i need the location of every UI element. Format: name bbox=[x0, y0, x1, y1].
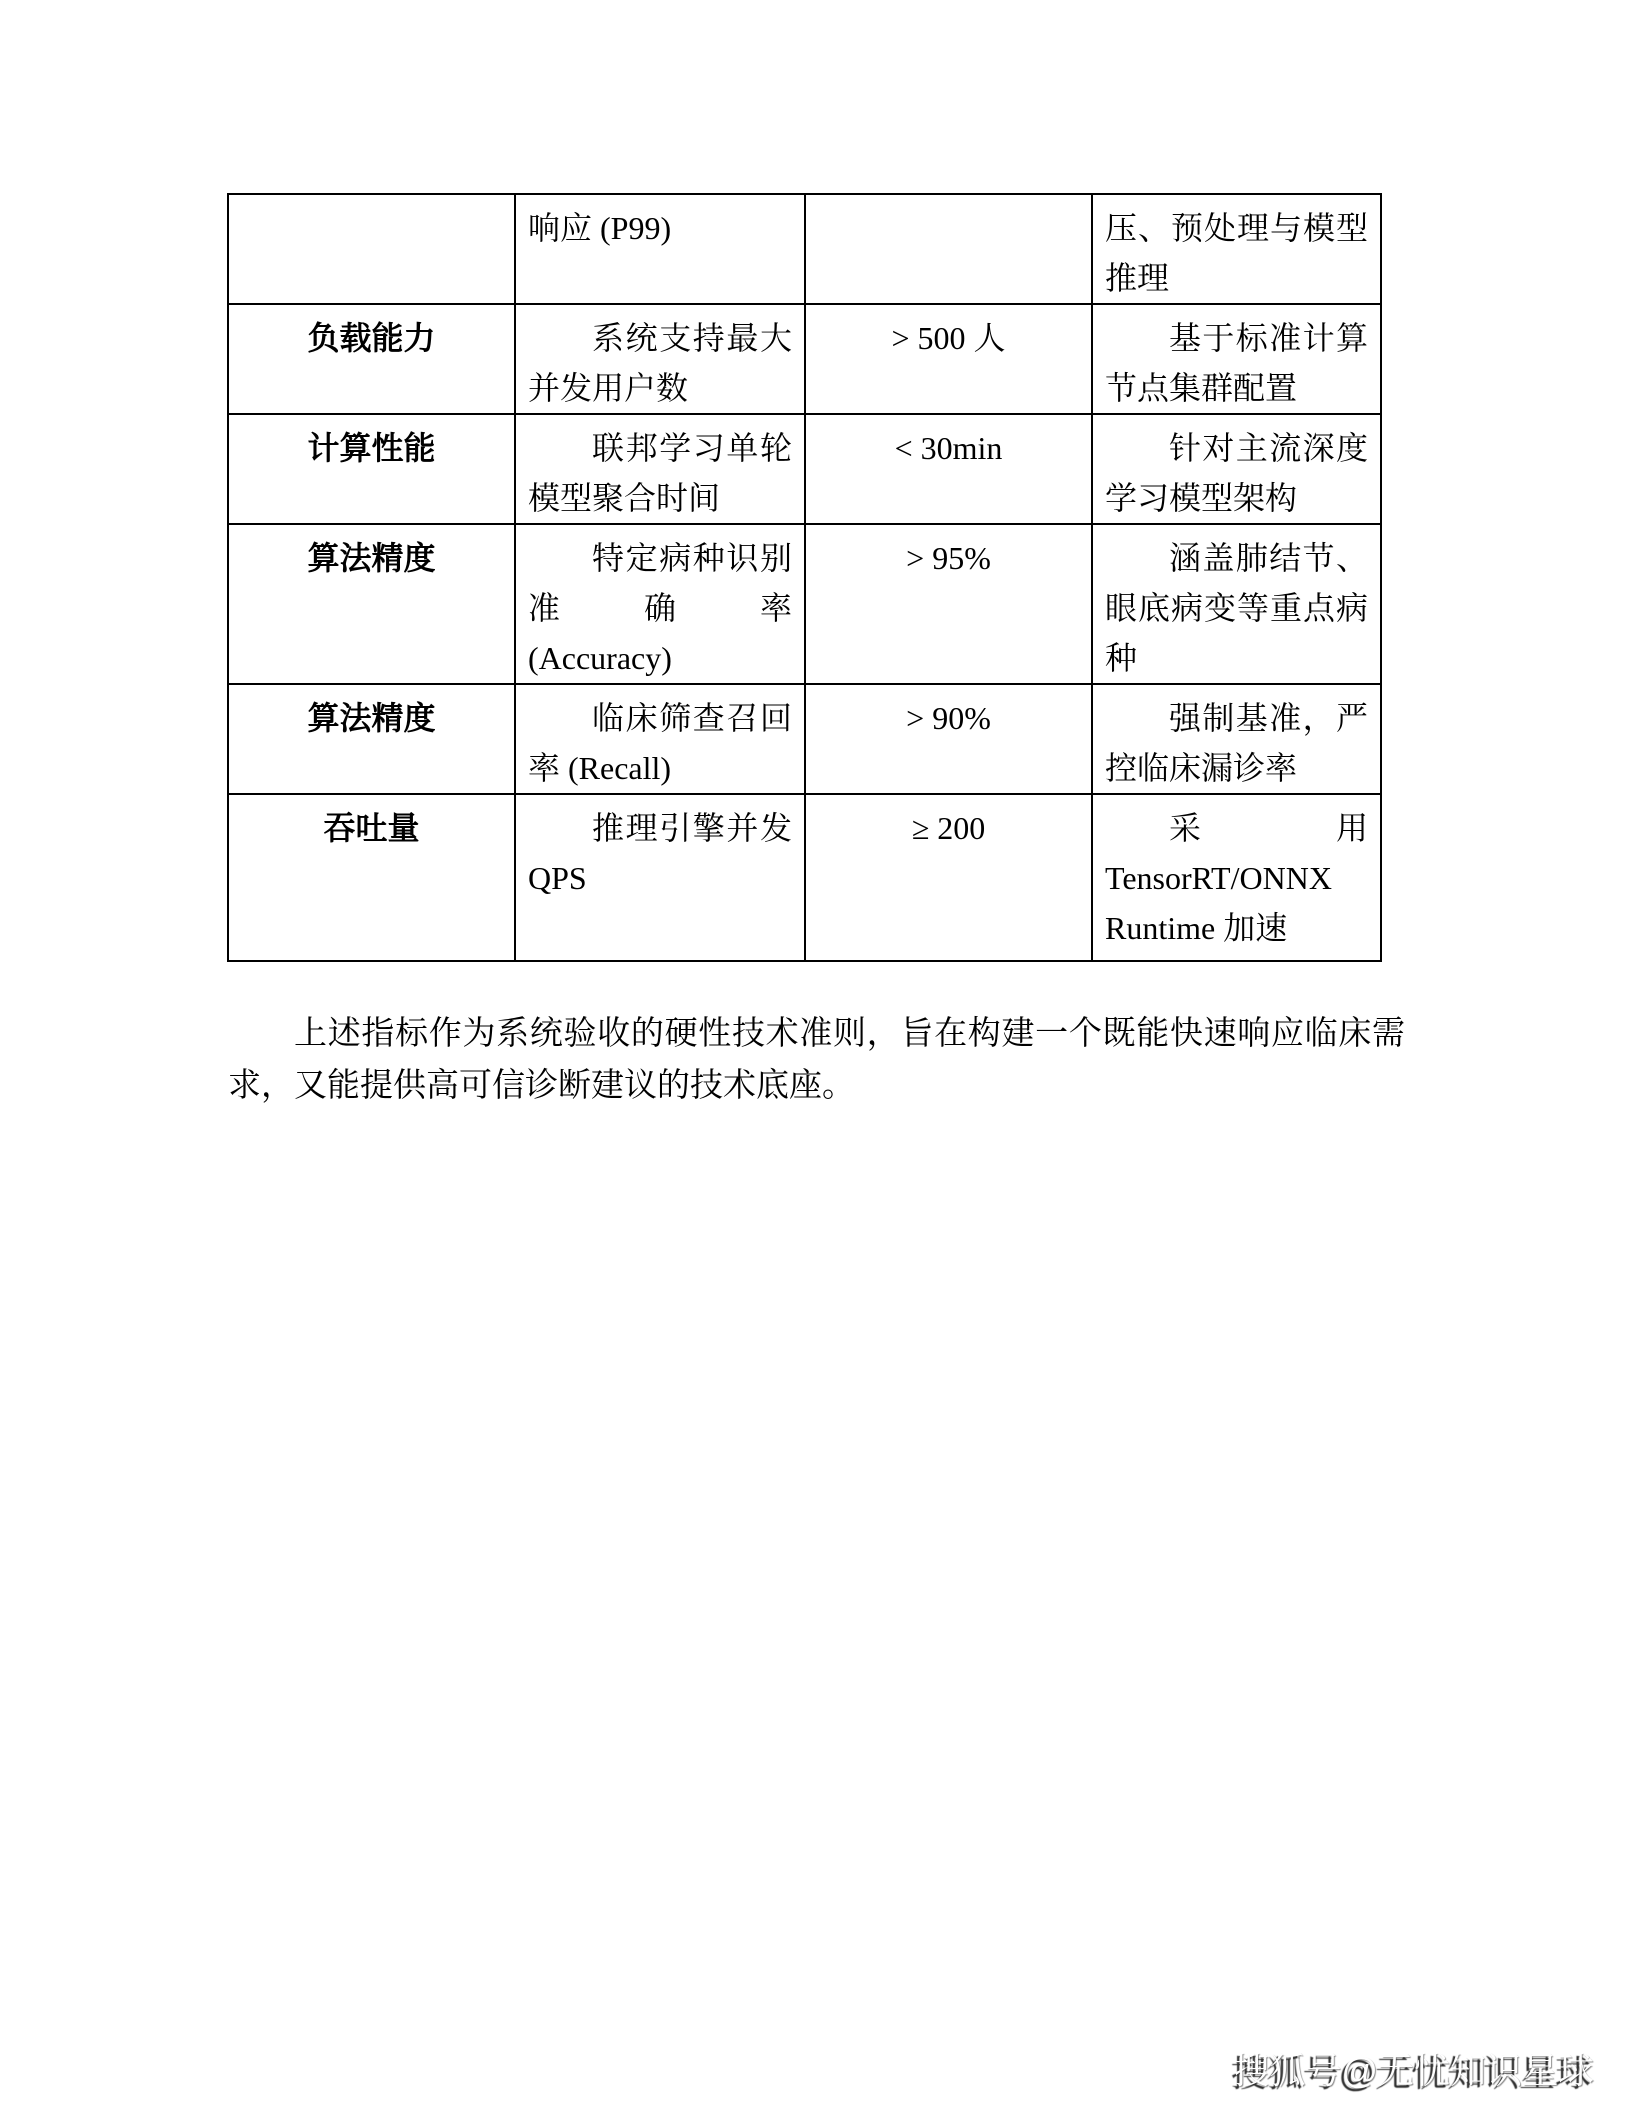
definition-line: 系统支持最大 bbox=[592, 320, 792, 356]
definition-line: 联邦学习单轮 bbox=[592, 430, 792, 466]
definition-line: 特定病种识别 bbox=[592, 540, 792, 576]
cell-metric: 吞吐量 bbox=[228, 794, 515, 961]
note-line: 涵盖肺结节、 bbox=[1169, 540, 1368, 576]
cell-metric: 算法精度 bbox=[228, 684, 515, 794]
note-line: 强制基准，严 bbox=[1169, 700, 1368, 736]
table-row bbox=[228, 794, 1381, 961]
body-paragraph bbox=[228, 1008, 1405, 1112]
table-row bbox=[228, 194, 1381, 304]
cell-note bbox=[1092, 304, 1381, 414]
definition-line: 响应 (P99) bbox=[528, 210, 672, 246]
paragraph-line: 上述指标作为系统验收的硬性技术准则，旨在构建一个既能快速响应临床需 bbox=[294, 1016, 1405, 1052]
note-line: 推理 bbox=[1105, 260, 1170, 296]
cell-target: > 500 人 bbox=[805, 304, 1092, 414]
note-line: 基于标准计算 bbox=[1169, 320, 1368, 356]
note-line: 节点集群配置 bbox=[1105, 370, 1298, 406]
definition-line: 准确率 bbox=[528, 590, 792, 626]
cell-note bbox=[1092, 194, 1381, 304]
cell-metric bbox=[228, 194, 515, 304]
table-row bbox=[228, 684, 1381, 794]
cell-definition bbox=[515, 304, 805, 414]
note-line: 种 bbox=[1105, 640, 1138, 676]
cell-metric: 负载能力 bbox=[228, 304, 515, 414]
cell-target: < 30min bbox=[805, 414, 1092, 524]
note-line: TensorRT/ONNX bbox=[1105, 860, 1332, 896]
cell-note bbox=[1092, 524, 1381, 684]
cell-definition bbox=[515, 414, 805, 524]
cell-definition bbox=[515, 524, 805, 684]
watermark: 搜狐号@无忧知识星球 bbox=[1233, 2050, 1594, 2091]
cell-target: > 90% bbox=[805, 684, 1092, 794]
cell-definition bbox=[515, 194, 805, 304]
definition-line: QPS bbox=[528, 860, 587, 896]
cell-note bbox=[1092, 414, 1381, 524]
note-line: 眼底病变等重点病 bbox=[1105, 590, 1368, 626]
cell-target bbox=[805, 194, 1092, 304]
note-line: Runtime 加速 bbox=[1105, 910, 1288, 946]
cell-note bbox=[1092, 684, 1381, 794]
cell-target: > 95% bbox=[805, 524, 1092, 684]
cell-definition bbox=[515, 794, 805, 961]
cell-target: ≥ 200 bbox=[805, 794, 1092, 961]
definition-line: 并发用户数 bbox=[528, 370, 689, 406]
note-line: 采用 bbox=[1169, 810, 1368, 846]
note-line: 控临床漏诊率 bbox=[1105, 750, 1298, 786]
definition-line: 率 (Recall) bbox=[528, 750, 672, 786]
note-line: 学习模型架构 bbox=[1105, 480, 1298, 516]
paragraph-line: 求，又能提供高可信诊断建议的技术底座。 bbox=[228, 1068, 855, 1104]
definition-line: 临床筛查召回 bbox=[592, 700, 792, 736]
definition-line: 推理引擎并发 bbox=[592, 810, 792, 846]
cell-metric: 算法精度 bbox=[228, 524, 515, 684]
note-line: 针对主流深度 bbox=[1169, 430, 1368, 466]
table-row bbox=[228, 304, 1381, 414]
cell-metric: 计算性能 bbox=[228, 414, 515, 524]
cell-note bbox=[1092, 794, 1381, 961]
metrics-table bbox=[227, 193, 1382, 962]
cell-definition bbox=[515, 684, 805, 794]
table-row bbox=[228, 414, 1381, 524]
note-line: 压、预处理与模型 bbox=[1105, 210, 1368, 246]
definition-line: 模型聚合时间 bbox=[528, 480, 721, 516]
table-row bbox=[228, 524, 1381, 684]
definition-line: (Accuracy) bbox=[528, 640, 672, 676]
